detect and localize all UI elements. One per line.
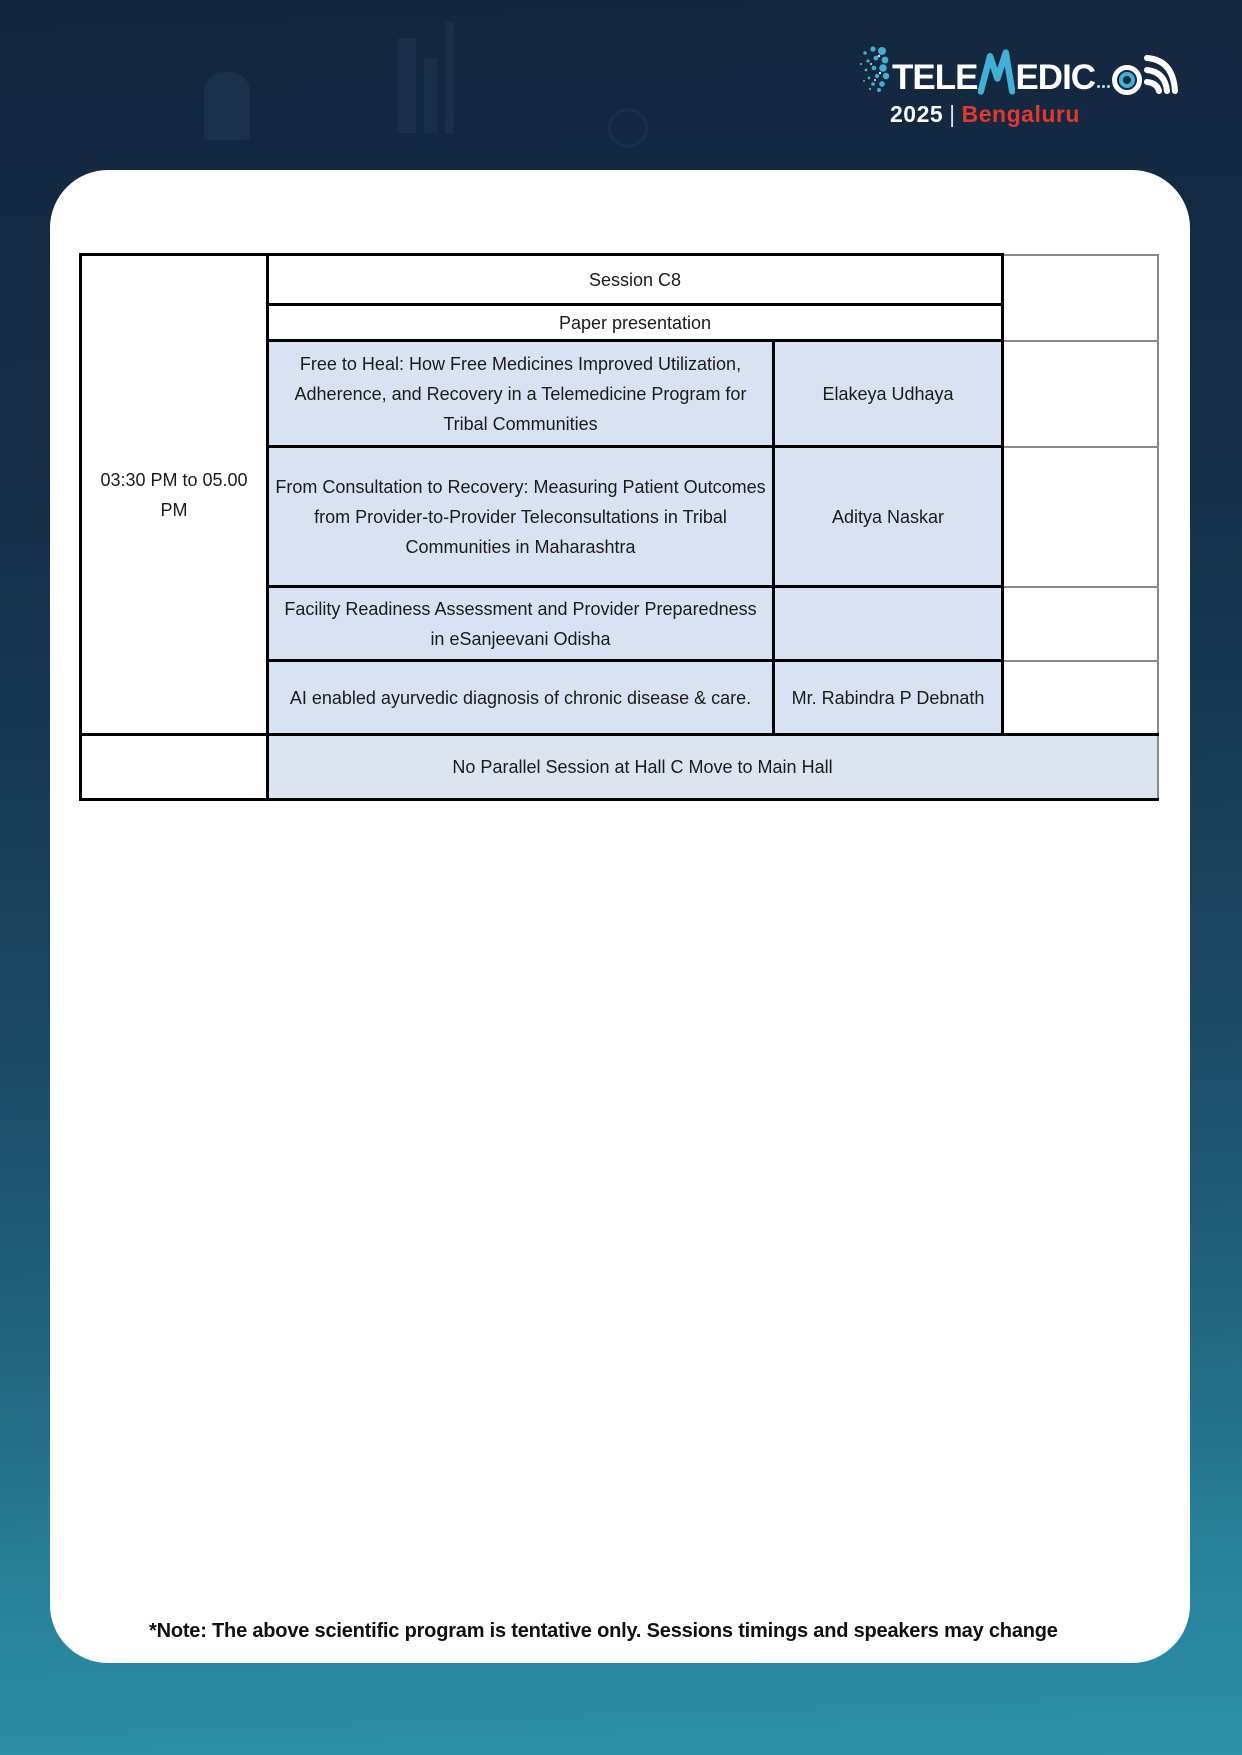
paper-title-cell: From Consultation to Recovery: Measuring Patient Outcomes from Provider-to-Provider Teleconsultations in Tribal Communities in Maharashtra bbox=[268, 447, 774, 587]
logo-year: 2025 bbox=[890, 101, 944, 127]
brand-text-tele: TELE bbox=[892, 58, 978, 97]
footer-note: *Note: The above scientific program is tentative only. Sessions timings and speakers may change bbox=[149, 1620, 1058, 1642]
background-circle-decoration bbox=[608, 108, 648, 148]
brand-o-icon bbox=[1112, 65, 1142, 95]
session-title-cell: Session C8 bbox=[268, 255, 1003, 305]
signal-n-icon bbox=[1143, 51, 1179, 95]
no-parallel-session-text: No Parallel Session at Hall C Move to Main Hall bbox=[452, 757, 833, 777]
background-building-silhouette bbox=[445, 22, 454, 134]
logo-brand-line bbox=[856, 42, 1186, 96]
logo-city: Bengaluru bbox=[961, 101, 1080, 127]
no-parallel-session-row bbox=[81, 735, 1158, 800]
paper-speaker-cell: Mr. Rabindra P Debnath bbox=[774, 661, 1003, 735]
background-person-silhouette bbox=[204, 72, 250, 140]
logo-subline bbox=[890, 101, 1186, 128]
background-building-silhouette bbox=[424, 58, 437, 133]
empty-side-cell bbox=[1003, 341, 1158, 447]
paper-speaker-cell bbox=[774, 587, 1003, 661]
session-type-cell: Paper presentation bbox=[268, 305, 1003, 341]
no-parallel-session-cell bbox=[268, 735, 1158, 800]
ecg-m-icon bbox=[978, 48, 1015, 96]
empty-side-cell bbox=[1003, 255, 1158, 341]
empty-side-cell bbox=[1003, 661, 1158, 735]
background-building-silhouette bbox=[398, 38, 416, 133]
paper-speaker-cell: Elakeya Udhaya bbox=[774, 341, 1003, 447]
paper-title-cell: Free to Heal: How Free Medicines Improved Utilization, Adherence, and Recovery in a Telemedicine Program for Tribal Communities bbox=[268, 341, 774, 447]
dot-globe-icon bbox=[856, 44, 890, 96]
paper-title-cell: AI enabled ayurvedic diagnosis of chronic disease & care. bbox=[268, 661, 774, 735]
empty-side-cell bbox=[1003, 447, 1158, 587]
ellipsis-dots-icon bbox=[1097, 85, 1110, 88]
empty-time-cell bbox=[81, 735, 268, 800]
session-header-row bbox=[81, 255, 1158, 305]
paper-title-cell: Facility Readiness Assessment and Provider Preparedness in eSanjeevani Odisha bbox=[268, 587, 774, 661]
empty-side-cell bbox=[1003, 587, 1158, 661]
telemedicon-logo bbox=[856, 42, 1186, 128]
brand-text-edic: EDIC bbox=[1015, 58, 1096, 97]
schedule-table bbox=[79, 253, 1159, 801]
paper-speaker-cell: Aditya Naskar bbox=[774, 447, 1003, 587]
logo-separator: | bbox=[949, 101, 956, 127]
time-slot-cell: 03:30 PM to 05.00 PM bbox=[81, 255, 268, 735]
